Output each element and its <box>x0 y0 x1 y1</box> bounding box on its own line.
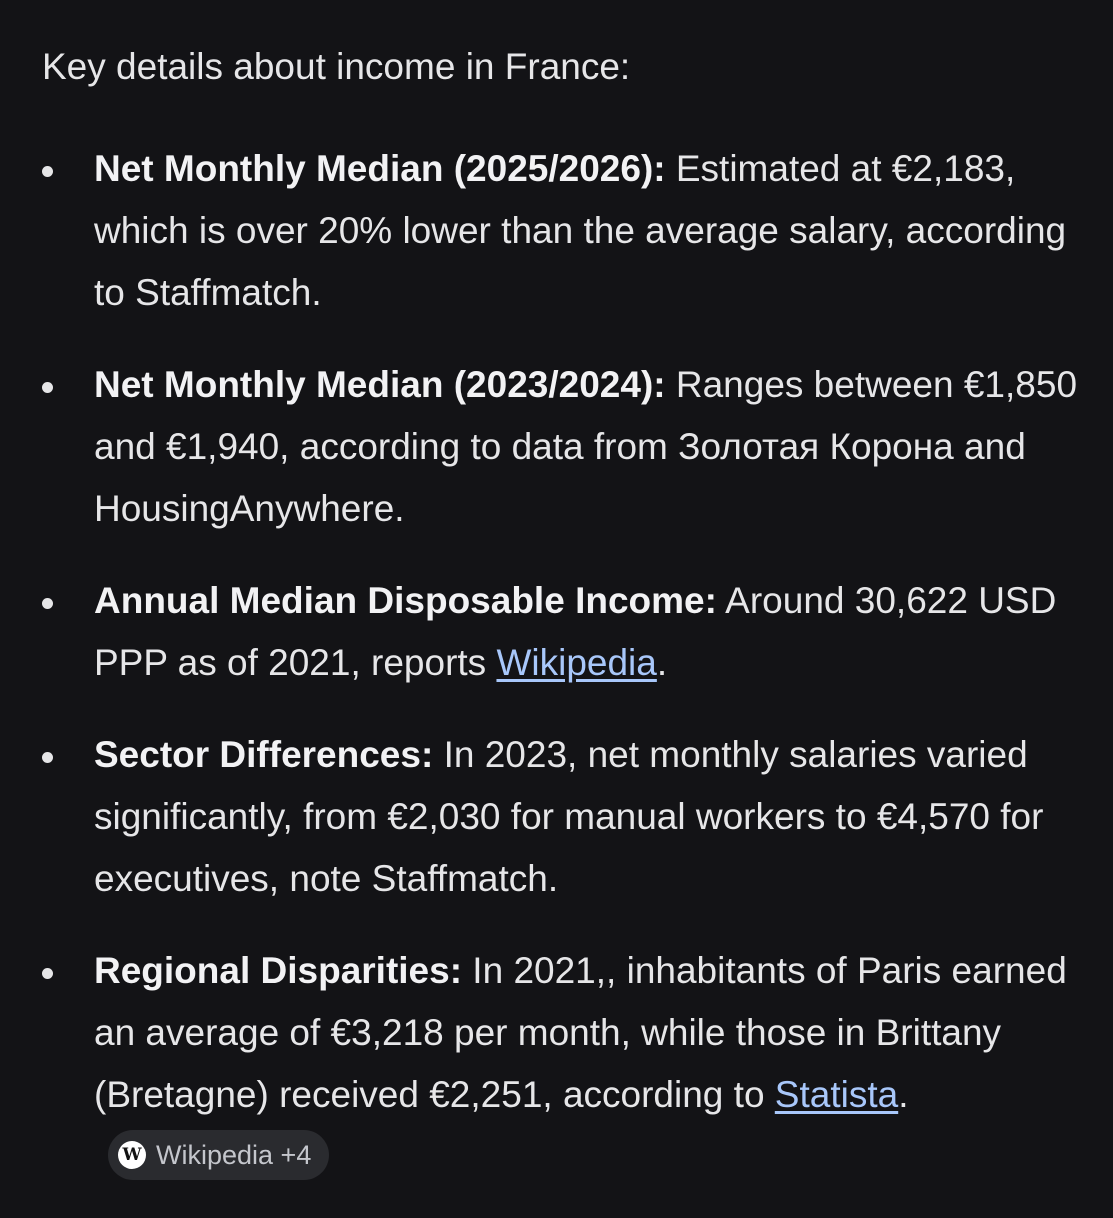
list-item-regional-disparities <box>42 940 1092 1188</box>
source-chip-label: Wikipedia +4 <box>156 1140 312 1171</box>
bullet-icon <box>42 382 53 393</box>
item-term: Net Monthly Median (2023/2024): <box>94 364 666 405</box>
bullet-icon <box>42 968 53 979</box>
wikipedia-icon: W <box>118 1141 146 1169</box>
response-content <box>42 36 1092 1218</box>
item-text: Estimated at €2,183, which is over 20% lower than the average salary, according to Staffmatch. <box>94 148 1067 313</box>
bullet-icon <box>42 752 53 763</box>
statista-link[interactable]: Statista <box>774 1074 899 1115</box>
item-term: Sector Differences: <box>94 734 434 775</box>
item-text: In 2021,, inhabitants of Paris earned an average of €3,218 per month, while those in Brittany (Bretagne) received €2,251, according to <box>94 950 1067 1115</box>
item-term: Net Monthly Median (2025/2026): <box>94 148 666 189</box>
wikipedia-link[interactable]: Wikipedia <box>496 642 657 683</box>
list-item-net-median-2023 <box>42 354 1092 540</box>
item-term: Regional Disparities: <box>94 950 463 991</box>
item-text-end: . <box>656 642 668 683</box>
intro-text: Key details about income in France: <box>42 46 631 87</box>
source-chip[interactable] <box>108 1130 329 1180</box>
item-text: In 2023, net monthly salaries varied significantly, from €2,030 for manual workers to €4,570 for executives, note Staffmatch. <box>94 734 1044 899</box>
bullet-icon <box>42 598 53 609</box>
item-term: Annual Median Disposable Income: <box>94 580 717 621</box>
item-text: Around 30,622 USD PPP as of 2021, reports <box>94 580 1057 683</box>
bullet-icon <box>42 166 53 177</box>
item-text-end: . <box>898 1074 909 1115</box>
income-details-list <box>42 138 1092 1188</box>
list-item-disposable-income <box>42 570 1092 694</box>
item-text: Ranges between €1,850 and €1,940, according to data from Золотая Корона and HousingAnywhere. <box>94 364 1078 529</box>
list-item-net-median-2025 <box>42 138 1092 324</box>
list-item-sector-differences <box>42 724 1092 910</box>
